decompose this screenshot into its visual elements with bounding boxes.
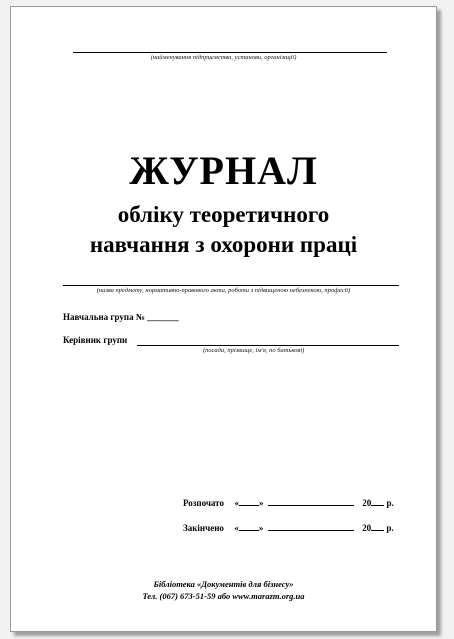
started-quote-open: «	[234, 498, 239, 508]
finished-label: Закінчено	[183, 523, 224, 533]
started-year-prefix: 20	[362, 498, 372, 508]
started-label: Розпочато	[183, 498, 224, 508]
started-month-blank	[268, 496, 354, 506]
subject-caption: (назва предмету, нормативно-правового акта, роботи з підвищеною небезпекою, професії)	[96, 287, 351, 294]
document-title: ЖУРНАЛ	[129, 148, 318, 193]
group-number-label: Навчальна група №	[63, 312, 145, 322]
finished-year-prefix: 20	[362, 523, 372, 533]
subject-line	[63, 285, 399, 286]
finished-month-blank	[268, 521, 354, 531]
finished-year-suffix: р.	[386, 523, 394, 533]
finished-year-blank	[371, 521, 384, 531]
started-year-suffix: р.	[386, 498, 394, 508]
group-number-blank: _______	[147, 312, 179, 322]
organization-line	[73, 52, 387, 53]
footer-library: Бібліотека «Документів для бізнесу»	[153, 579, 294, 589]
document-page	[10, 6, 437, 632]
document-subtitle-line-1: обліку теоретичного	[117, 202, 330, 227]
footer-contacts: Тел. (067) 673-51-59 або www.marazm.org.ua	[142, 591, 305, 601]
started-date-row	[183, 496, 394, 508]
finished-quote-open: «	[234, 523, 239, 533]
group-number-field	[63, 312, 179, 322]
document-subtitle-line-2: навчання з охорони праці	[89, 232, 358, 257]
started-quote-close: »	[259, 498, 264, 508]
group-leader-line	[137, 345, 399, 346]
finished-quote-close: »	[258, 523, 264, 533]
finished-date-row	[183, 521, 394, 533]
started-day-blank	[239, 496, 259, 506]
finished-day-blank	[239, 521, 259, 531]
organization-caption: (найменування підприємства, установи, організації)	[150, 54, 297, 61]
group-leader-label: Керівник групи	[63, 335, 128, 345]
group-leader-caption: (посада, прізвище, ім'я, по батькові)	[203, 347, 305, 354]
started-year-blank	[371, 496, 384, 506]
